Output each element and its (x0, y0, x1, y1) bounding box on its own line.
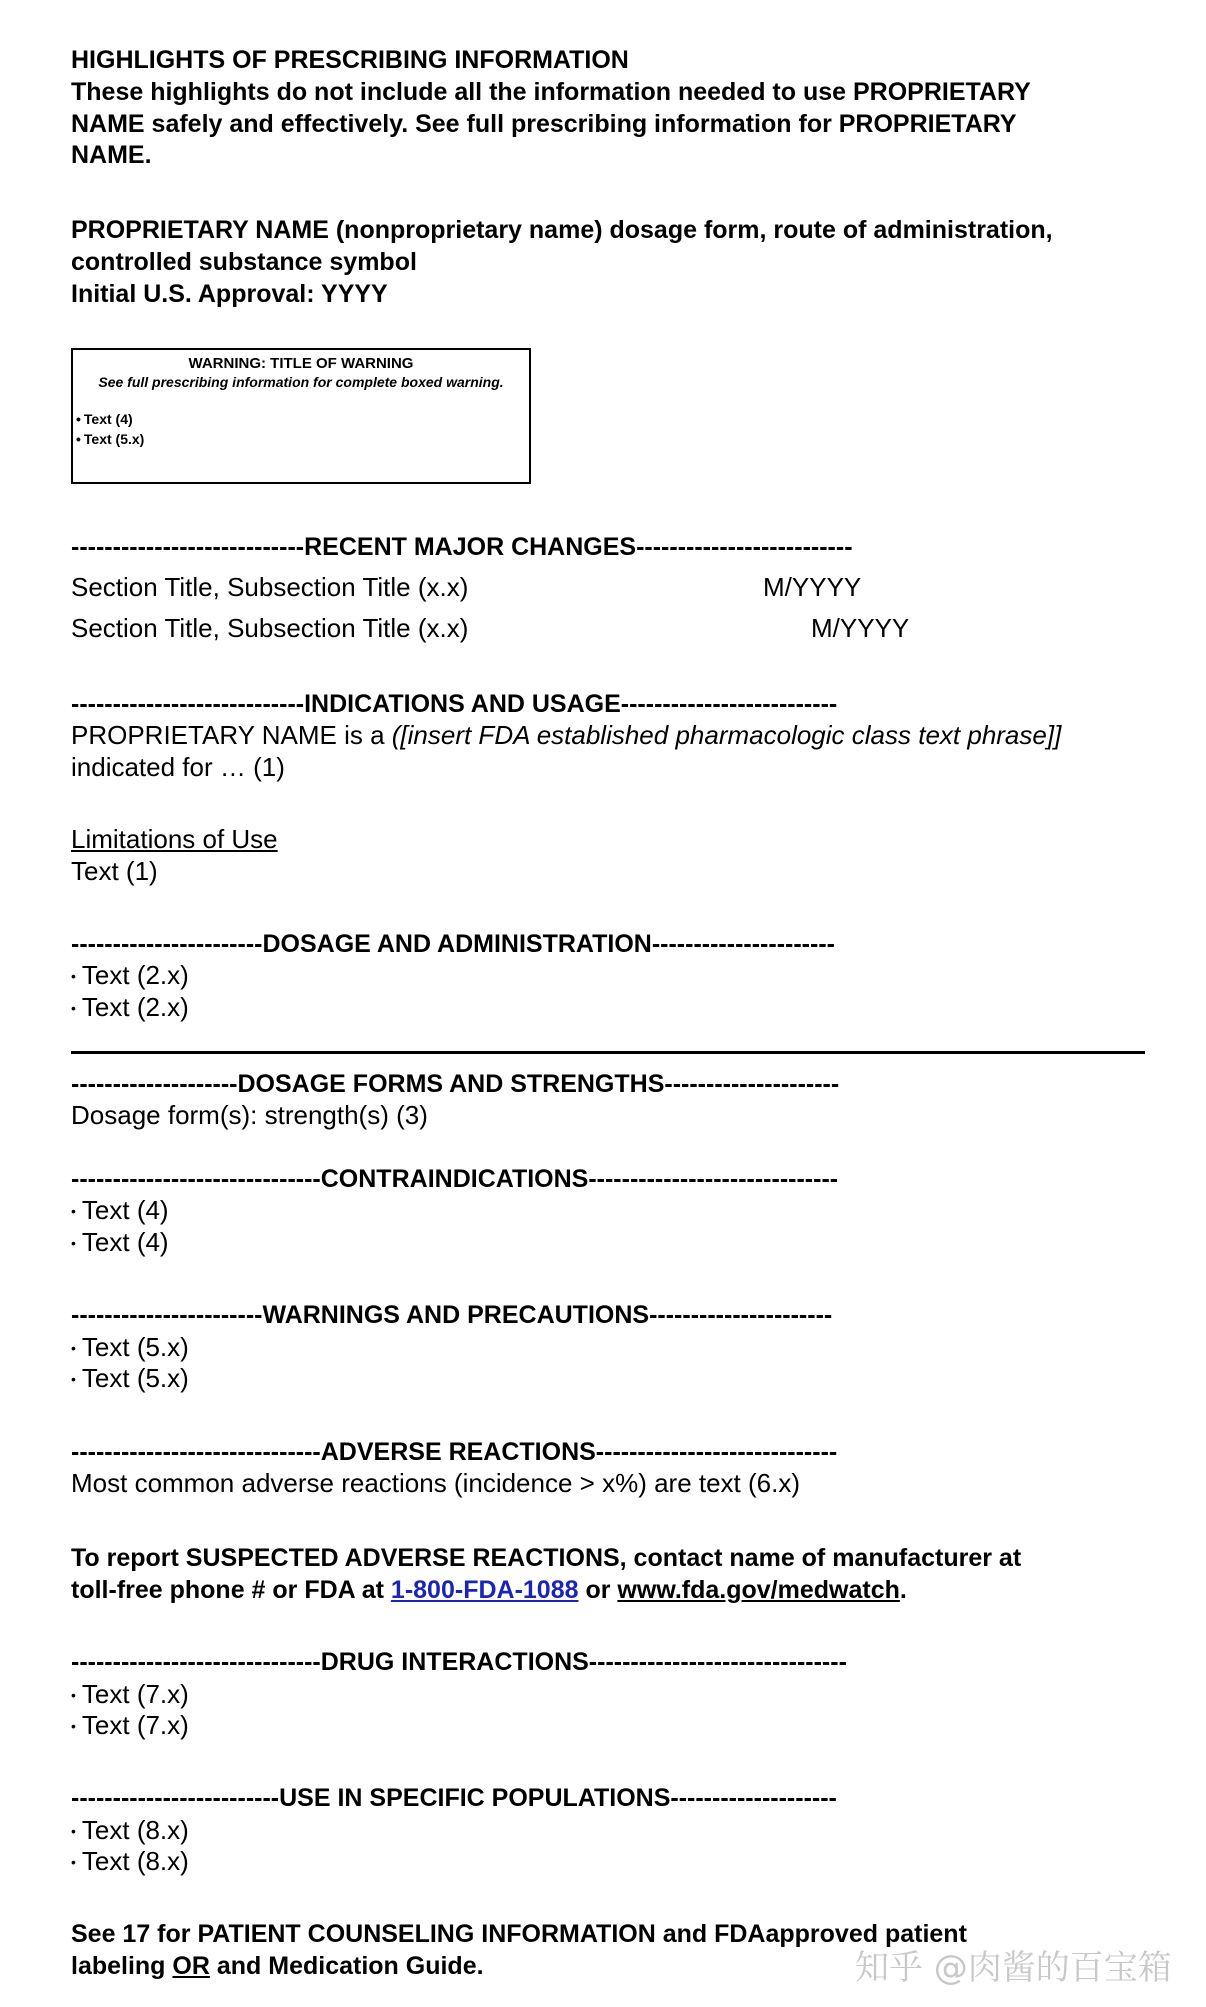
boxed-warning-item: • Text (4) (73, 409, 529, 429)
list-item: • Text (5.x) (71, 1362, 189, 1398)
medwatch-link[interactable]: www.fda.gov/medwatch (617, 1576, 900, 1604)
indications-line-2: indicated for … (1) (71, 752, 285, 782)
highlights-title: HIGHLIGHTS OF PRESCRIBING INFORMATION (71, 46, 629, 74)
dosage-forms-text: Dosage form(s): strength(s) (3) (71, 1100, 428, 1130)
boxed-warning (71, 348, 531, 484)
adverse-reactions-text: Most common adverse reactions (incidence > x%) are text (6.x) (71, 1468, 801, 1498)
list-item: • Text (7.x) (71, 1678, 189, 1714)
dosage-forms-header: --------------------DOSAGE FORMS AND STRENGTHS--------------------- (71, 1070, 840, 1098)
patient-counseling-line-1: See 17 for PATIENT COUNSELING INFORMATION and FDAapproved patient (71, 1920, 967, 1948)
boxed-warning-subtitle: See full prescribing information for complete boxed warning. (98, 374, 504, 390)
highlights-intro-line-2: NAME safely and effectively. See full prescribing information for PROPRIETARY (71, 110, 1017, 138)
recent-change-title: Section Title, Subsection Title (x.x) (71, 572, 469, 602)
warnings-precautions-header: -----------------------WARNINGS AND PRECAUTIONS---------------------- (71, 1301, 833, 1329)
recent-change-date: M/YYYY (811, 613, 910, 643)
drug-interactions-header: ------------------------------DRUG INTERACTIONS------------------------------- (71, 1648, 847, 1676)
highlights-intro-line-1: These highlights do not include all the information needed to use PROPRIETARY (71, 78, 1031, 106)
report-period: . (899, 1576, 907, 1604)
list-item: • Text (4) (71, 1226, 169, 1262)
indications-prefix: PROPRIETARY NAME is a (71, 720, 392, 750)
boxed-warning-title: WARNING: TITLE OF WARNING (188, 355, 414, 372)
contraindications-header: ------------------------------CONTRAINDICATIONS------------------------------ (71, 1165, 839, 1193)
specific-populations-header: -------------------------USE IN SPECIFIC POPULATIONS-------------------- (71, 1784, 837, 1812)
recent-major-changes-header: ----------------------------RECENT MAJOR CHANGES-------------------------- (71, 533, 853, 561)
list-item: • Text (8.x) (71, 1814, 189, 1850)
patient-counseling-line-2 (71, 1950, 484, 1982)
list-item: • Text (7.x) (71, 1709, 189, 1745)
section-divider (71, 1051, 1145, 1054)
product-name-line-1: PROPRIETARY NAME (nonproprietary name) dosage form, route of administration, (71, 216, 1053, 244)
product-name-line-2: controlled substance symbol (71, 248, 417, 276)
report-adverse-prefix: toll-free phone # or FDA at (71, 1576, 391, 1604)
list-item: • Text (4) (71, 1194, 169, 1230)
report-or-text: or (578, 1576, 618, 1604)
limitations-of-use-label: Limitations of Use (71, 824, 278, 854)
patient-counseling-or: OR (172, 1952, 210, 1980)
indications-header: ----------------------------INDICATIONS AND USAGE-------------------------- (71, 690, 838, 718)
list-item: • Text (2.x) (71, 991, 189, 1027)
list-item: • Text (8.x) (71, 1845, 189, 1881)
initial-approval: Initial U.S. Approval: YYYY (71, 280, 388, 308)
list-item: • Text (2.x) (71, 959, 189, 995)
zhihu-watermark: 知乎 @肉酱的百宝箱 (855, 1948, 1172, 1988)
highlights-intro-line-3: NAME. (71, 141, 152, 169)
recent-change-date: M/YYYY (763, 572, 862, 602)
boxed-warning-item: • Text (5.x) (73, 429, 529, 449)
indications-line-1 (71, 719, 1061, 751)
dosage-administration-header: -----------------------DOSAGE AND ADMINISTRATION---------------------- (71, 930, 835, 958)
fda-phone-link[interactable]: 1-800-FDA-1088 (390, 1576, 579, 1604)
patient-counseling-prefix: labeling (71, 1952, 173, 1980)
report-adverse-line-2 (71, 1574, 907, 1606)
report-adverse-line-1: To report SUSPECTED ADVERSE REACTIONS, contact name of manufacturer at (71, 1544, 1022, 1572)
list-item: • Text (5.x) (71, 1331, 189, 1367)
patient-counseling-suffix: and Medication Guide. (209, 1952, 484, 1980)
adverse-reactions-header: ------------------------------ADVERSE REACTIONS----------------------------- (71, 1438, 838, 1466)
recent-change-title: Section Title, Subsection Title (x.x) (71, 613, 469, 643)
limitations-of-use-text: Text (1) (71, 856, 158, 886)
indications-class-phrase: ([insert FDA established pharmacologic class text phrase]] (391, 720, 1062, 750)
